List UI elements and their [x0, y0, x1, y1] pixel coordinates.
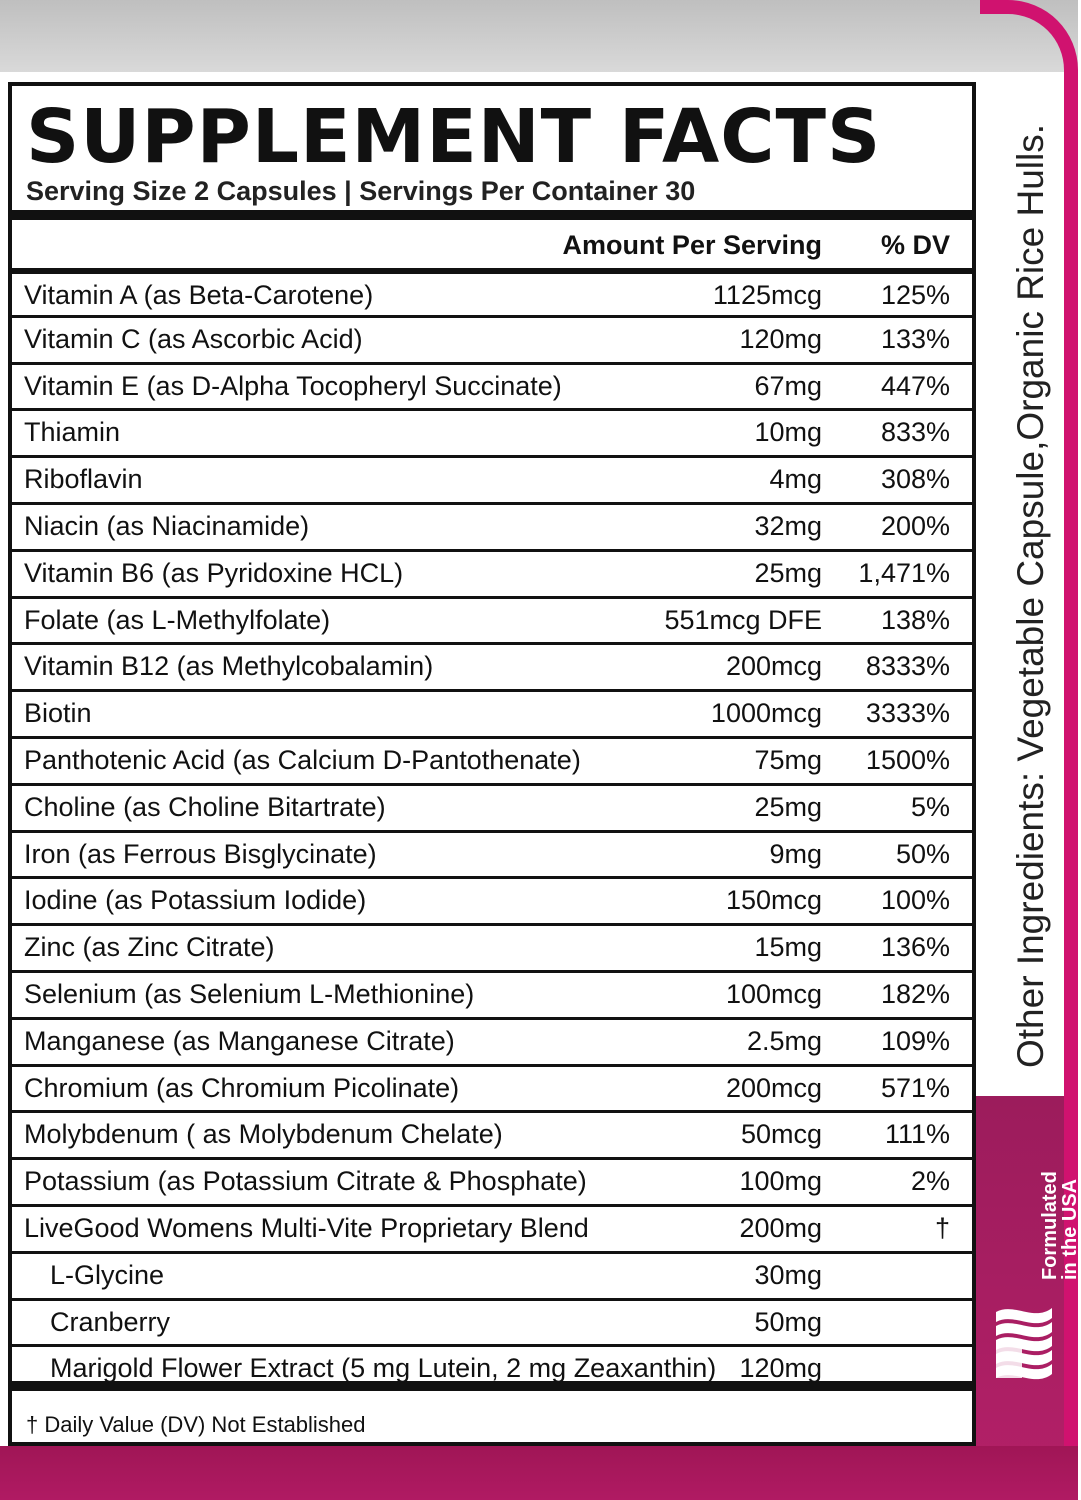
table-row [12, 1251, 972, 1298]
table-row [12, 970, 972, 1017]
nutrient-amount: 32mg [754, 510, 822, 541]
nutrient-dv: 136% [880, 932, 950, 963]
nutrient-label: L-Glycine [50, 1259, 165, 1290]
nutrient-dv: 182% [880, 978, 950, 1009]
serving-info: Serving Size 2 Capsules | Servings Per Container 30 [26, 176, 696, 206]
thick-rule [12, 210, 972, 220]
nutrient-amount: 1000mcg [710, 698, 822, 729]
nutrient-amount: 25mg [754, 791, 822, 822]
nutrient-source: (as Niacinamide) [99, 510, 310, 541]
nutrient-dv: 50% [895, 838, 950, 869]
table-row [12, 783, 972, 830]
nutrient-amount: 200mg [739, 1212, 822, 1243]
nutrient-source: ( as Molybdenum Chelate) [178, 1119, 503, 1150]
nutrient-label: Biotin [24, 698, 92, 729]
badge-line-2: in the USA [1059, 1178, 1081, 1280]
table-row [12, 1064, 972, 1111]
nutrient-label: Marigold Flower Extract (5 mg Lutein, 2 mg Zeaxanthin) [50, 1353, 717, 1384]
nutrient-dv: 111% [884, 1119, 950, 1150]
nutrient-dv: 100% [880, 885, 950, 916]
nutrient-amount: 30mg [754, 1259, 822, 1290]
nutrient-label: Vitamin B6 [24, 557, 155, 588]
table-row [12, 596, 972, 643]
nutrient-dv: 8333% [865, 651, 950, 682]
nutrient-source: (as Pyridoxine HCL) [154, 557, 404, 588]
nutrient-label: Selenium [24, 978, 137, 1009]
nutrient-source: (as Potassium Iodide) [97, 885, 367, 916]
top-band [0, 0, 1078, 72]
nutrient-label: LiveGood Womens Multi-Vite Proprietary Blend [24, 1212, 589, 1243]
nutrient-label: Iron [24, 838, 71, 869]
nutrient-source: (as Methylcobalamin) [169, 651, 434, 682]
nutrient-source: (as L-Methylfolate) [99, 604, 331, 635]
nutrient-amount: 25mg [754, 557, 822, 588]
nutrient-amount: 200mcg [725, 651, 822, 682]
nutrient-label: Potassium [24, 1166, 151, 1197]
table-row [12, 1298, 972, 1345]
table-row [12, 1204, 972, 1251]
nutrient-amount: 75mg [754, 744, 822, 775]
nutrient-amount: 551mcg DFE [664, 604, 822, 635]
nutrient-dv: 833% [880, 417, 950, 448]
nutrient-amount: 100mcg [725, 978, 822, 1009]
other-ingredients: Other Ingredients: Vegetable Capsule,Organic Rice Hulls. [1010, 123, 1051, 1068]
nutrient-dv: 5% [910, 791, 950, 822]
table-row [12, 408, 972, 455]
bottle-frame-edge [1064, 70, 1078, 1500]
table-row [12, 830, 972, 877]
nutrient-dv: 2% [910, 1166, 950, 1197]
table-row [12, 315, 972, 362]
table-row [12, 923, 972, 970]
nutrient-source: (as Chromium Picolinate) [148, 1072, 460, 1103]
nutrient-amount: 50mg [754, 1306, 822, 1337]
nutrient-dv: 1,471% [858, 557, 950, 588]
nutrient-source: (as Manganese Citrate) [165, 1025, 455, 1056]
footnote: † Daily Value (DV) Not Established [26, 1412, 366, 1437]
nutrient-amount: 200mcg [725, 1072, 822, 1103]
nutrient-name [24, 1166, 587, 1197]
table-row [12, 502, 972, 549]
nutrient-dv: 109% [880, 1025, 950, 1056]
nutrient-amount: 150mcg [725, 885, 822, 916]
nutrient-label: Thiamin [24, 417, 121, 448]
nutrient-dv: 3333% [865, 698, 950, 729]
table-row [12, 642, 972, 689]
supplement-facts-panel [8, 82, 976, 1446]
nutrient-dv: 308% [880, 464, 950, 495]
nutrient-name [24, 605, 330, 636]
nutrient-name [24, 280, 373, 311]
nutrient-dv: 138% [880, 604, 950, 635]
nutrient-source: (as Selenium L-Methionine) [136, 978, 475, 1009]
nutrient-label: Vitamin B12 [24, 651, 170, 682]
table-row [12, 876, 972, 923]
nutrient-amount: 15mg [754, 932, 822, 963]
nutrient-source: (as Zinc Citrate) [75, 932, 275, 963]
nutrient-amount: 1125mcg [712, 280, 822, 310]
nutrient-name [24, 885, 366, 916]
nutrient-name [24, 511, 309, 542]
nutrient-name [24, 464, 143, 495]
nutrient-amount: 100mg [739, 1166, 822, 1197]
nutrient-dv: 125% [880, 280, 950, 310]
nutrient-amount: 120mg [739, 1353, 822, 1384]
nutrient-amount: 10mg [754, 417, 822, 448]
table-row [12, 549, 972, 596]
nutrient-dv: 133% [880, 323, 950, 354]
nutrient-dv: 1500% [865, 744, 950, 775]
nutrient-dv: 571% [880, 1072, 950, 1103]
nutrient-name [24, 1213, 589, 1244]
nutrient-label: Folate [24, 604, 100, 635]
badge-line-1: Formulated [1039, 1171, 1061, 1280]
nutrient-dv: 200% [880, 510, 950, 541]
nutrient-dv: 447% [880, 370, 950, 401]
nutrient-amount: 67mg [754, 370, 822, 401]
table-row [12, 1344, 972, 1391]
nutrient-label: Vitamin A [24, 280, 137, 310]
nutrient-name [24, 1026, 455, 1057]
header-dv: % DV [880, 230, 950, 260]
nutrient-source: (as Ascorbic Acid) [140, 323, 363, 354]
nutrient-amount: 50mcg [740, 1119, 822, 1150]
nutrient-name [24, 745, 581, 776]
nutrient-name [24, 558, 403, 589]
nutrient-name [50, 1260, 164, 1291]
table-row [12, 1157, 972, 1204]
nutrient-source: (as Beta-Carotene) [136, 280, 374, 310]
table-row [12, 455, 972, 502]
nutrient-source: (as Choline Bitartrate) [115, 791, 386, 822]
formulated-badge [1040, 1171, 1080, 1280]
nutrient-name [50, 1307, 170, 1338]
nutrient-label: Panthotenic Acid [24, 744, 226, 775]
nutrient-name [24, 324, 363, 355]
nutrient-amount: 2.5mg [746, 1025, 822, 1056]
nutrient-name [24, 698, 92, 729]
nutrient-amount: 9mg [769, 838, 822, 869]
nutrient-label: Iodine [24, 885, 98, 916]
nutrient-source: (as Potassium Citrate & Phosphate) [150, 1166, 587, 1197]
nutrient-label: Molybdenum [24, 1119, 179, 1150]
nutrient-amount: 120mg [739, 323, 822, 354]
nutrient-label: Niacin [24, 510, 100, 541]
nutrient-source: (as Calcium D-Pantothenate) [225, 744, 581, 775]
nutrient-dv: † [934, 1212, 950, 1243]
table-row [12, 1110, 972, 1157]
nutrient-amount: 4mg [769, 464, 822, 495]
table-row [12, 268, 972, 315]
nutrient-label: Zinc [24, 932, 76, 963]
nutrient-label: Choline [24, 791, 116, 822]
table-row [12, 362, 972, 409]
nutrient-name [24, 979, 474, 1010]
nutrient-table [12, 268, 972, 1391]
nutrient-label: Riboflavin [24, 464, 143, 495]
table-row [12, 689, 972, 736]
nutrient-name [24, 1119, 503, 1150]
nutrient-name [24, 839, 377, 870]
nutrient-label: Manganese [24, 1025, 166, 1056]
nutrient-name [24, 417, 120, 448]
nutrient-label: Vitamin E [24, 370, 140, 401]
nutrient-source: (as D-Alpha Tocopheryl Succinate) [139, 370, 562, 401]
table-row [12, 736, 972, 783]
panel-title: SUPPLEMENT FACTS [26, 94, 882, 180]
nutrient-name [24, 1073, 459, 1104]
nutrient-name [24, 651, 433, 682]
nutrient-label: Chromium [24, 1072, 149, 1103]
nutrient-label: Vitamin C [24, 323, 141, 354]
nutrient-name [24, 792, 386, 823]
nutrient-name [24, 371, 562, 402]
header-amount: Amount Per Serving [562, 230, 822, 260]
nutrient-source: (as Ferrous Bisglycinate) [70, 838, 377, 869]
bottom-band [0, 1446, 1078, 1500]
table-row [12, 1017, 972, 1064]
nutrient-name [50, 1353, 716, 1384]
nutrient-label: Cranberry [50, 1306, 171, 1337]
nutrient-name [24, 932, 275, 963]
